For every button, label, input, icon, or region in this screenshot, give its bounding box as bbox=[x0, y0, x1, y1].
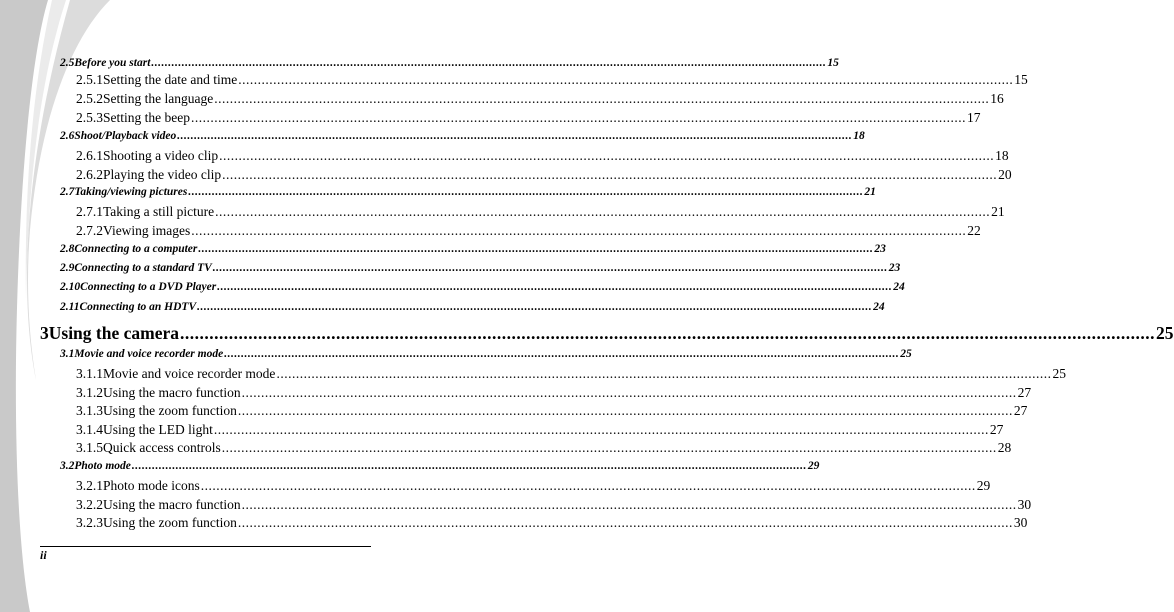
toc-entry-number: 3 bbox=[40, 323, 49, 343]
toc-entry[interactable] bbox=[0, 72, 1028, 88]
dot-leader: ........................................................................................................................................................................................................ bbox=[197, 301, 873, 313]
toc-entry-number: 3.1.4 bbox=[76, 422, 103, 437]
toc-entry-number: 2.10 bbox=[60, 281, 81, 293]
toc-entry-page: 24 bbox=[873, 301, 885, 313]
toc-entry-title: Using the macro function bbox=[103, 385, 241, 400]
dot-leader: ........................................................................................................................................................................................................ bbox=[238, 72, 1014, 87]
toc-entry-title: Movie and voice recorder mode bbox=[74, 348, 224, 360]
toc-entry-number: 3.2.2 bbox=[76, 497, 103, 512]
toc-entry-page: 18 bbox=[995, 148, 1009, 163]
toc-entry-title: Before you start bbox=[74, 57, 151, 69]
toc-entry-number: 2.6 bbox=[60, 130, 75, 142]
toc-entry[interactable] bbox=[0, 110, 981, 126]
toc-entry-page: 17 bbox=[966, 110, 981, 125]
dot-leader: ........................................................................................................................................................................................................ bbox=[177, 130, 853, 142]
toc-entry-title: Shooting a video clip bbox=[103, 148, 219, 163]
toc-entry-number: 3.1.5 bbox=[76, 440, 103, 455]
toc-entry-number: 2.7.2 bbox=[76, 223, 103, 238]
toc-entry-number: 3.1.1 bbox=[76, 366, 103, 381]
toc-entry[interactable] bbox=[0, 460, 820, 472]
dot-leader: ........................................................................................................................................................................................................ bbox=[276, 366, 1052, 381]
toc-entry[interactable] bbox=[0, 204, 1005, 220]
toc-entry[interactable] bbox=[0, 348, 912, 360]
dot-leader: ........................................................................................................................................................................................................ bbox=[241, 385, 1017, 400]
toc-entry-title: Using the camera bbox=[48, 323, 180, 343]
toc-entry-page: 27 bbox=[1017, 385, 1032, 400]
footer-page-number: ii bbox=[40, 548, 47, 562]
dot-leader: ........................................................................................................................................................................................................ bbox=[219, 148, 995, 163]
dot-leader: ........................................................................................................................................................................................................ bbox=[215, 204, 991, 219]
toc-entry-title: Using the LED light bbox=[103, 422, 213, 437]
toc-entry-page: 27 bbox=[1013, 403, 1028, 418]
toc-entry-page: 30 bbox=[1017, 497, 1032, 512]
toc-entry[interactable] bbox=[0, 223, 981, 239]
toc-entry[interactable] bbox=[0, 167, 1012, 183]
toc-entry-title: Using the zoom function bbox=[103, 515, 237, 530]
toc-entry-title: Connecting to a computer bbox=[74, 243, 198, 255]
toc-entry[interactable] bbox=[0, 440, 1012, 456]
toc-entry-number: 3.2.1 bbox=[76, 478, 103, 493]
toc-entry-number: 2.6.1 bbox=[76, 148, 103, 163]
toc-entry-page: 15 bbox=[827, 57, 839, 69]
toc-entry[interactable] bbox=[0, 323, 1174, 344]
dot-leader: ........................................................................................................................................................................................................ bbox=[217, 281, 893, 293]
toc-entry[interactable] bbox=[0, 478, 991, 494]
toc-entry[interactable] bbox=[0, 497, 1032, 513]
toc-entry-title: Photo mode bbox=[74, 460, 131, 472]
dot-leader: ........................................................................................................................................................................................................ bbox=[180, 323, 1156, 343]
toc-entry-page: 24 bbox=[893, 281, 905, 293]
toc-entry-page: 16 bbox=[990, 91, 1004, 106]
toc-entry-title: Quick access controls bbox=[103, 440, 221, 455]
toc-entry-title: Movie and voice recorder mode bbox=[103, 366, 276, 381]
toc-entry-page: 29 bbox=[976, 478, 991, 493]
toc-entry-title: Taking/viewing pictures bbox=[74, 186, 188, 198]
toc-entry-number: 3.1.2 bbox=[76, 385, 103, 400]
toc-entry-page: 25 bbox=[900, 348, 912, 360]
dot-leader: ........................................................................................................................................................................................................ bbox=[131, 460, 807, 472]
dot-leader: ........................................................................................................................................................................................................ bbox=[224, 348, 900, 360]
toc-entry-number: 2.11 bbox=[60, 301, 80, 313]
toc-entry-page: 25 bbox=[1156, 323, 1174, 343]
dot-leader: ........................................................................................................................................................................................................ bbox=[190, 110, 966, 125]
toc-entry-page: 15 bbox=[1014, 72, 1028, 87]
toc-entry-title: Playing the video clip bbox=[103, 167, 222, 182]
dot-leader: ........................................................................................................................................................................................................ bbox=[237, 515, 1013, 530]
toc-entry[interactable] bbox=[0, 281, 905, 293]
toc-entry-title: Viewing images bbox=[103, 223, 191, 238]
toc-entry-number: 3.1.3 bbox=[76, 403, 103, 418]
toc-entry-title: Photo mode icons bbox=[103, 478, 200, 493]
toc-entry-title: Taking a still picture bbox=[103, 204, 215, 219]
toc-entry-title: Connecting to a standard TV bbox=[74, 262, 212, 274]
toc-entry-page: 18 bbox=[853, 130, 865, 142]
toc-entry-number: 3.1 bbox=[60, 348, 75, 360]
toc-entry-page: 25 bbox=[1052, 366, 1066, 381]
dot-leader: ........................................................................................................................................................................................................ bbox=[241, 497, 1017, 512]
toc-entry-title: Setting the beep bbox=[103, 110, 190, 125]
toc-entry-title: Using the zoom function bbox=[103, 403, 237, 418]
toc-entry-title: Connecting to an HDTV bbox=[79, 301, 197, 313]
toc-entry[interactable] bbox=[0, 385, 1032, 401]
toc-entry-page: 20 bbox=[998, 167, 1012, 182]
toc-entry[interactable] bbox=[0, 57, 839, 69]
toc-entry-number: 2.5 bbox=[60, 57, 75, 69]
toc-entry-number: 3.2 bbox=[60, 460, 75, 472]
toc-entry[interactable] bbox=[0, 243, 886, 255]
toc-entry-page: 23 bbox=[888, 262, 901, 274]
toc-entry[interactable] bbox=[0, 148, 1009, 164]
toc-entry[interactable] bbox=[0, 366, 1066, 382]
dot-leader: ........................................................................................................................................................................................................ bbox=[222, 167, 998, 182]
dot-leader: ........................................................................................................................................................................................................ bbox=[151, 57, 827, 69]
toc-entry-page: 22 bbox=[967, 223, 981, 238]
toc-entry-title: Connecting to a DVD Player bbox=[80, 281, 217, 293]
toc-entry[interactable] bbox=[0, 403, 1028, 419]
toc-entry[interactable] bbox=[0, 91, 1004, 107]
toc-entry[interactable] bbox=[0, 301, 885, 313]
dot-leader: ........................................................................................................................................................................................................ bbox=[214, 91, 990, 106]
toc-entry[interactable] bbox=[0, 422, 1004, 438]
dot-leader: ........................................................................................................................................................................................................ bbox=[188, 186, 864, 198]
toc-entry[interactable] bbox=[0, 130, 865, 142]
dot-leader: ........................................................................................................................................................................................................ bbox=[212, 262, 888, 274]
toc-entry-number: 2.7.1 bbox=[76, 204, 103, 219]
footer-rule bbox=[40, 546, 371, 547]
toc-entry-number: 2.7 bbox=[60, 186, 75, 198]
toc-entry-number: 2.9 bbox=[60, 262, 75, 274]
dot-leader: ........................................................................................................................................................................................................ bbox=[200, 478, 976, 493]
toc-entry-title: Shoot/Playback video bbox=[74, 130, 177, 142]
toc-entry-number: 2.5.3 bbox=[76, 110, 103, 125]
toc-entry-page: 23 bbox=[874, 243, 886, 255]
toc-entry[interactable] bbox=[0, 262, 901, 274]
toc-entry-title: Setting the date and time bbox=[103, 72, 238, 87]
toc-entry-number: 2.8 bbox=[60, 243, 75, 255]
dot-leader: ........................................................................................................................................................................................................ bbox=[191, 223, 967, 238]
toc-entry-page: 21 bbox=[864, 186, 876, 198]
toc-entry-title: Using the macro function bbox=[103, 497, 241, 512]
toc-entry-page: 21 bbox=[991, 204, 1005, 219]
dot-leader: ........................................................................................................................................................................................................ bbox=[237, 403, 1013, 418]
toc-entry-number: 2.5.1 bbox=[76, 72, 103, 87]
toc-entry-number: 2.6.2 bbox=[76, 167, 103, 182]
toc-entry-title: Setting the language bbox=[103, 91, 214, 106]
toc-entry-page: 30 bbox=[1013, 515, 1028, 530]
toc-entry-page: 27 bbox=[989, 422, 1004, 437]
dot-leader: ........................................................................................................................................................................................................ bbox=[221, 440, 997, 455]
toc-entry[interactable] bbox=[0, 186, 876, 198]
dot-leader: ........................................................................................................................................................................................................ bbox=[213, 422, 989, 437]
toc-entry-page: 29 bbox=[807, 460, 820, 472]
toc-entry[interactable] bbox=[0, 515, 1028, 531]
toc-entry-page: 28 bbox=[997, 440, 1012, 455]
toc-entry-number: 2.5.2 bbox=[76, 91, 103, 106]
dot-leader: ........................................................................................................................................................................................................ bbox=[198, 243, 874, 255]
toc-entry-number: 3.2.3 bbox=[76, 515, 103, 530]
